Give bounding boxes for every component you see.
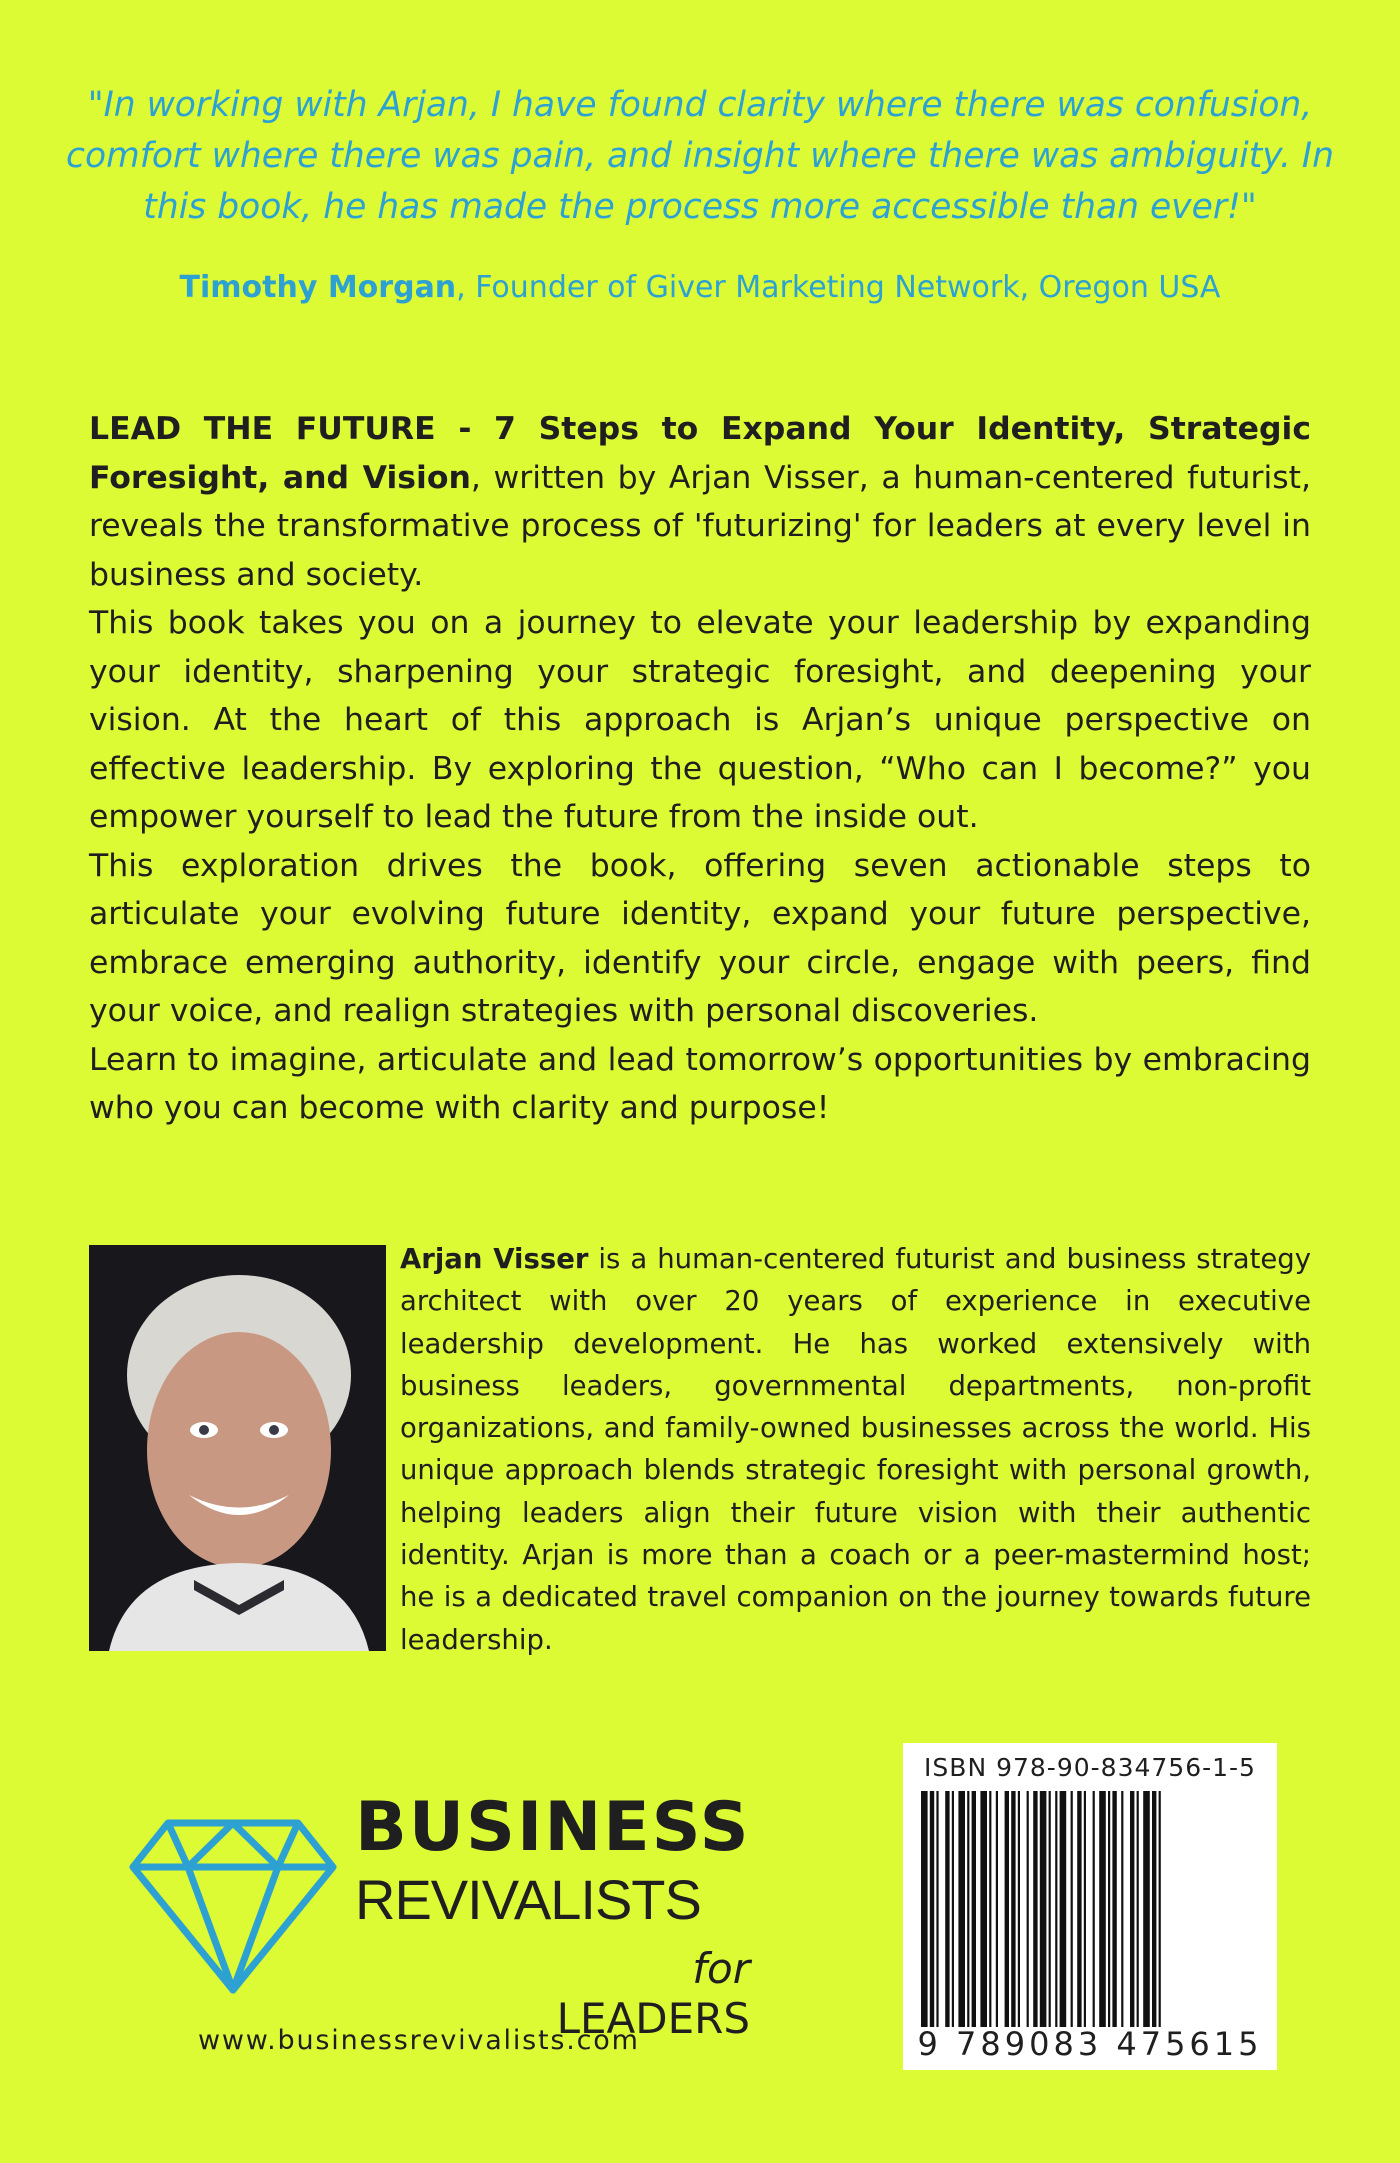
barcode-bar xyxy=(1011,1791,1015,2027)
barcode-bar xyxy=(1108,1791,1110,2027)
description-paragraph-2: This book takes you on a journey to elevate your leadership by expanding your identity, sharpening your strategic foresight, and deepening your vision. At the heart of this approach is Arjan’s unique perspective on effective leadership. By exploring the question, “Who can I become?” you empower yourself to lead the future from the inside out. xyxy=(89,605,1311,835)
barcode-bar xyxy=(1071,1791,1073,2027)
barcode-bar xyxy=(1130,1791,1134,2027)
barcode-digits: 9 789083 475615 xyxy=(917,2025,1263,2063)
barcode-bar xyxy=(930,1791,934,2027)
barcode-bar xyxy=(967,1791,969,2027)
description-paragraph-3: This exploration drives the book, offering seven actionable steps to articulate your evolving future identity, expand your future perspective, embrace emerging authority, identify your circle, engage with peers, find your voice, and realign strategies with personal discoveries. xyxy=(89,847,1311,1029)
barcode-bar xyxy=(972,1791,976,2027)
barcode-bar xyxy=(952,1791,954,2027)
publisher-name-line1: BUSINESS xyxy=(355,1788,751,1867)
barcode-bar xyxy=(980,1791,987,2027)
barcode-bars xyxy=(921,1791,1259,2027)
barcode-bar xyxy=(1159,1791,1161,2027)
publisher-website: www.businessrevivalists.com xyxy=(198,2025,640,2056)
barcode-bar xyxy=(1055,1791,1057,2027)
description-intro-text: , written by Arjan Visser, a human-centered futurist, reveals the transformative process of 'futurizing' for leaders at every level in business and society. xyxy=(89,459,1311,593)
barcode-bar xyxy=(1033,1791,1037,2027)
barcode-bar xyxy=(1143,1791,1150,2027)
barcode-bar xyxy=(1040,1791,1047,2027)
isbn-barcode xyxy=(903,1743,1277,2070)
barcode-bar xyxy=(1018,1791,1020,2027)
book-title: LEAD THE FUTURE - 7 Steps to Expand Your Identity, Strategic Foresight, and Vision xyxy=(89,411,1311,496)
barcode-bar xyxy=(989,1791,991,2027)
barcode-bar xyxy=(1137,1791,1139,2027)
description-intro xyxy=(89,405,1311,599)
author-bio-text: is a human-centered futurist and business strategy architect with over 20 years of experience in executive leadership development. He has worked extensively with business leaders, governmental departments, non-profit organizations, and family-owned businesses across the world. His unique approach blends strategic foresight with personal growth, helping leaders align their future vision with their authentic identity. Arjan is more than a coach or a peer-mastermind host; he is a dedicated travel companion on the journey towards future leadership. xyxy=(400,1243,1312,1656)
testimonial-role: , Founder of Giver Marketing Network, Oregon USA xyxy=(456,270,1221,305)
testimonial-attribution xyxy=(60,268,1340,308)
barcode-bar xyxy=(1112,1791,1116,2027)
author-photo xyxy=(89,1245,386,1651)
barcode-bar xyxy=(936,1791,938,2027)
barcode-bar xyxy=(1049,1791,1051,2027)
barcode-bar xyxy=(1093,1791,1095,2027)
barcode-bar xyxy=(1027,1791,1029,2027)
barcode-bar xyxy=(1077,1791,1081,2027)
barcode-bar xyxy=(1099,1791,1106,2027)
barcode-bar xyxy=(1060,1791,1067,2027)
barcode-bar xyxy=(1152,1791,1156,2027)
diamond-icon xyxy=(128,1815,338,1999)
testimonial-quote: "In working with Arjan, I have found clarity where there was confusion, comfort where there was pain, and insight where there was ambiguity. In this book, he has made the process more accessible than ever!" xyxy=(66,85,1334,227)
publisher-tagline: for LEADERS xyxy=(556,1944,750,2043)
description-paragraph-4: Learn to imagine, articulate and lead tomorrow’s opportunities by embracing who you can become with clarity and purpose! xyxy=(89,1041,1311,1126)
publisher-name-line2: REVIVALISTS xyxy=(355,1868,701,1931)
barcode-bar xyxy=(1084,1791,1086,2027)
isbn-label: ISBN 978-90-834756-1-5 xyxy=(924,1753,1256,1782)
barcode-bar xyxy=(996,1791,998,2027)
barcode-bar xyxy=(958,1791,965,2027)
author-bio xyxy=(400,1238,1311,1661)
testimonial-author: Timothy Morgan xyxy=(179,270,457,305)
barcode-bar xyxy=(921,1791,928,2027)
book-description xyxy=(89,405,1311,1133)
barcode-bar xyxy=(1005,1791,1009,2027)
author-name: Arjan Visser xyxy=(400,1243,589,1275)
barcode-bar xyxy=(1121,1791,1123,2027)
barcode-bar xyxy=(945,1791,949,2027)
